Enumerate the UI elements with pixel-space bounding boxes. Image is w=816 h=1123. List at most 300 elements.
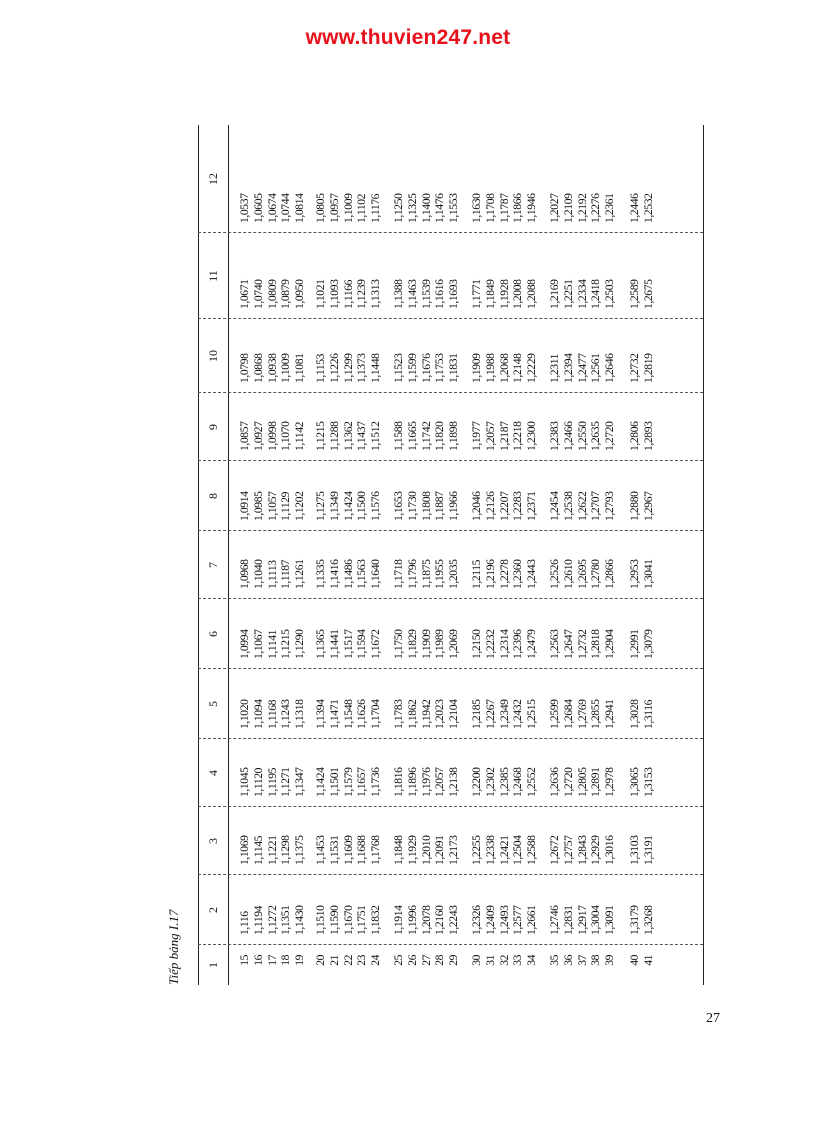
table-cell: 1,3268 [641, 905, 655, 935]
table-cell: 1,1657 [355, 767, 369, 797]
table-group-column [314, 836, 383, 865]
table-group-column [238, 906, 307, 935]
table-cell: 1,1486 [341, 559, 355, 589]
table-group-column [628, 768, 656, 797]
table-group-column [238, 955, 307, 977]
table-group-column [314, 492, 383, 521]
row-label: 28 [433, 955, 447, 966]
table-cell: 1,2746 [548, 905, 561, 935]
table-cell: 1,2023 [433, 699, 447, 729]
table-group-column [470, 422, 539, 451]
table-group-column [548, 560, 617, 589]
table-cell: 1,1553 [447, 193, 461, 223]
table-group-column [628, 280, 656, 309]
row-label: 15 [238, 955, 251, 966]
table-cell: 1,1531 [327, 835, 341, 865]
table-cell: 1,1708 [483, 193, 497, 223]
table-cell: 1,1375 [293, 835, 307, 865]
table-cell: 1,1365 [314, 629, 327, 659]
table-cell: 1,1168 [265, 699, 279, 729]
column-header: 7 [206, 562, 220, 568]
table-cell: 1,1129 [279, 491, 293, 521]
table-cell: 1,1832 [369, 905, 383, 935]
table-cell: 1,2818 [589, 629, 603, 659]
table-cell: 1,1120 [251, 767, 265, 797]
table-group-column [548, 906, 617, 935]
table-cell: 1,2314 [497, 629, 511, 659]
table-cell: 1,2610 [561, 559, 575, 589]
table-cell: 1,1829 [405, 629, 419, 659]
table-cell: 1,1250 [392, 193, 405, 223]
table-cell: 1,3065 [628, 767, 641, 797]
table-group-column [238, 280, 307, 309]
table-cell: 1,2929 [589, 835, 603, 865]
table-cell: 1,2904 [603, 629, 617, 659]
table-cell: 1,1453 [314, 835, 327, 865]
column-header: 12 [206, 173, 220, 185]
table-group-column [628, 492, 656, 521]
row-label: 39 [603, 955, 617, 966]
table-cell: 1,1448 [369, 353, 383, 383]
table-cell: 1,1299 [341, 353, 355, 383]
table-cell: 1,2409 [483, 905, 497, 935]
table-cell: 1,1517 [341, 629, 355, 659]
column-separator [198, 668, 703, 669]
table-cell: 1,1430 [293, 905, 307, 935]
table-cell: 1,2563 [548, 629, 561, 659]
table-cell: 1,0744 [279, 193, 293, 223]
table-group-column [548, 955, 617, 977]
table-cell: 1,1202 [293, 491, 307, 521]
table-cell: 1,1750 [392, 629, 405, 659]
table-cell: 1,1394 [314, 699, 327, 729]
table-cell: 1,1057 [265, 491, 279, 521]
table-cell: 1,1424 [341, 491, 355, 521]
table-group-column [392, 422, 461, 451]
table-cell: 1,0985 [251, 491, 265, 521]
table-group-column [470, 906, 539, 935]
table-cell: 1,1887 [433, 491, 447, 521]
table-cell: 1,2173 [447, 835, 461, 865]
column-header: 2 [206, 907, 220, 913]
column-separator [198, 530, 703, 531]
table-cell: 1,1653 [392, 491, 405, 521]
table-group-column [392, 560, 461, 589]
table-cell: 1,2695 [575, 559, 589, 589]
table-group-column [392, 354, 461, 383]
table-cell: 1,2109 [561, 193, 575, 223]
table-group-column [628, 194, 656, 223]
table-cell: 1,2684 [561, 699, 575, 729]
table-cell: 1,2326 [470, 905, 483, 935]
table-cell: 1,0671 [238, 279, 251, 309]
table-cell: 1,0957 [327, 193, 341, 223]
table-cell: 1,1875 [419, 559, 433, 589]
table-cell: 1,2278 [497, 559, 511, 589]
table-cell: 1,2383 [548, 421, 561, 451]
table-cell: 1,1501 [327, 767, 341, 797]
row-label: 40 [628, 955, 641, 966]
table-cell: 1,1576 [369, 491, 383, 521]
table-cell: 1,0605 [251, 193, 265, 223]
table-cell: 1,1616 [433, 279, 447, 309]
table-cell: 1,3091 [603, 905, 617, 935]
row-label: 36 [561, 955, 575, 966]
table-cell: 1,0968 [238, 559, 251, 589]
table-cell: 1,1021 [314, 279, 327, 309]
table-group-column [392, 492, 461, 521]
row-label: 24 [369, 955, 383, 966]
table-caption: Tiếp bảng I.17 [166, 909, 181, 985]
table-cell: 1,2008 [511, 279, 525, 309]
table-cell: 1,2396 [511, 629, 525, 659]
table-cell: 1,1009 [279, 353, 293, 383]
table-cell: 1,1768 [369, 835, 383, 865]
table-group-column [628, 836, 656, 865]
table-group-column [392, 700, 461, 729]
table-cell: 1,1599 [405, 353, 419, 383]
column-separator [198, 598, 703, 599]
table-group-column [470, 955, 539, 977]
table-cell: 1,2394 [561, 353, 575, 383]
column-separator [198, 318, 703, 319]
table-cell: 1,1288 [327, 421, 341, 451]
table-cell: 1,1067 [251, 629, 265, 659]
table-cell: 1,2707 [589, 491, 603, 521]
table-group-column [548, 492, 617, 521]
table-cell: 1,1579 [341, 767, 355, 797]
table-cell: 1,3004 [589, 905, 603, 935]
table-group-column [548, 700, 617, 729]
row-label: 30 [470, 955, 483, 966]
table-cell: 1,0914 [238, 491, 251, 521]
table-cell: 1,1539 [419, 279, 433, 309]
table-cell: 1,1512 [369, 421, 383, 451]
table-cell: 1,1626 [355, 699, 369, 729]
table-cell: 1,2267 [483, 699, 497, 729]
table-group-column [548, 280, 617, 309]
table-cell: 1,1955 [433, 559, 447, 589]
table-group-column [314, 422, 383, 451]
table-cell: 1,0950 [293, 279, 307, 309]
table-cell: 1,1718 [392, 559, 405, 589]
table-cell: 1,2831 [561, 905, 575, 935]
table-cell: 1,1848 [392, 835, 405, 865]
table-cell: 1,2675 [641, 279, 655, 309]
table-group-column [392, 194, 461, 223]
column-header: 4 [206, 770, 220, 776]
table-cell: 1,1909 [470, 353, 483, 383]
table-cell: 1,0927 [251, 421, 265, 451]
row-label: 27 [419, 955, 433, 966]
table-cell: 1,2552 [525, 767, 539, 797]
table-cell: 1,2229 [525, 353, 539, 383]
table-cell: 1,1325 [405, 193, 419, 223]
table-cell: 1,1787 [497, 193, 511, 223]
table-cell: 1,2010 [419, 835, 433, 865]
table-cell: 1,2169 [548, 279, 561, 309]
table-cell: 1,2880 [628, 491, 641, 521]
table-cell: 1,2302 [483, 767, 497, 797]
table-cell: 1,1272 [265, 905, 279, 935]
table-cell: 1,1176 [369, 193, 383, 223]
table-cell: 1,1388 [392, 279, 405, 309]
table-cell: 1,1742 [419, 421, 433, 451]
table-cell: 1,2232 [483, 629, 497, 659]
table-cell: 1,1704 [369, 699, 383, 729]
table-cell: 1,1215 [279, 629, 293, 659]
table-cell: 1,1909 [419, 629, 433, 659]
table-cell: 1,1820 [433, 421, 447, 451]
table-cell: 1,2647 [561, 629, 575, 659]
table-group-column [548, 630, 617, 659]
table-cell: 1,1081 [293, 353, 307, 383]
table-cell: 1,1226 [327, 353, 341, 383]
table-cell: 1,2185 [470, 699, 483, 729]
table-cell: 1,1730 [405, 491, 419, 521]
table-cell: 1,2477 [575, 353, 589, 383]
table-cell: 1,2243 [447, 905, 461, 935]
table-cell: 1,2300 [525, 421, 539, 451]
table-cell: 1,1290 [293, 629, 307, 659]
table-cell: 1,1996 [405, 905, 419, 935]
table-cell: 1,2361 [603, 193, 617, 223]
row-label: 25 [392, 955, 405, 966]
table-group-column [548, 354, 617, 383]
table-cell: 1,1590 [327, 905, 341, 935]
table-cell: 1,3016 [603, 835, 617, 865]
table-cell: 1,1141 [265, 629, 279, 659]
table-group-column [314, 354, 383, 383]
table-cell: 1,2200 [470, 767, 483, 797]
table-cell: 1,1463 [405, 279, 419, 309]
table-cell: 1,2360 [511, 559, 525, 589]
table-group-column [314, 768, 383, 797]
table-cell: 1,2251 [561, 279, 575, 309]
table-cell: 1,2732 [575, 629, 589, 659]
table-cell: 1,2311 [548, 353, 561, 383]
row-label: 31 [483, 955, 497, 966]
table-cell: 1,3116 [641, 699, 655, 729]
table-cell: 1,2276 [589, 193, 603, 223]
table-cell: 1,2635 [589, 421, 603, 451]
table-cell: 1,2027 [548, 193, 561, 223]
table-cell: 1,1676 [419, 353, 433, 383]
table-cell: 1,2443 [525, 559, 539, 589]
table-cell: 1,1275 [314, 491, 327, 521]
table-group-column [314, 630, 383, 659]
table-cell: 1,2780 [589, 559, 603, 589]
table-group-column [628, 560, 656, 589]
table-group-column [392, 906, 461, 935]
table-cell: 1,1441 [327, 629, 341, 659]
table-group-column [628, 630, 656, 659]
table-cell: 1,2283 [511, 491, 525, 521]
table-cell: 1,2978 [603, 767, 617, 797]
table-cell: 1,1194 [251, 905, 265, 935]
table-group-column [470, 280, 539, 309]
table-cell: 1,0857 [238, 421, 251, 451]
table-cell: 1,2503 [603, 279, 617, 309]
column-header: 1 [206, 962, 220, 968]
table-cell: 1,116 [238, 911, 251, 935]
table-group-column [470, 492, 539, 521]
table-cell: 1,1928 [497, 279, 511, 309]
table-cell: 1,2385 [497, 767, 511, 797]
table-cell: 1,1102 [355, 193, 369, 223]
row-label: 23 [355, 955, 369, 966]
table-cell: 1,1548 [341, 699, 355, 729]
table-group-column [470, 354, 539, 383]
table-cell: 1,2493 [497, 905, 511, 935]
table-cell: 1,2720 [561, 767, 575, 797]
table-cell: 1,1020 [238, 699, 251, 729]
table-cell: 1,2806 [628, 421, 641, 451]
table-cell: 1,2468 [511, 767, 525, 797]
table-cell: 1,2421 [497, 835, 511, 865]
table-cell: 1,1966 [447, 491, 461, 521]
table-cell: 1,2446 [628, 193, 641, 223]
table-cell: 1,2057 [433, 767, 447, 797]
table-cell: 1,3153 [641, 767, 655, 797]
table-cell: 1,2466 [561, 421, 575, 451]
table-group-column [314, 700, 383, 729]
table-cell: 1,1142 [293, 421, 307, 451]
table-cell: 1,1771 [470, 279, 483, 309]
table-cell: 1,1221 [265, 835, 279, 865]
table-cell: 1,2550 [575, 421, 589, 451]
table-cell: 1,1094 [251, 699, 265, 729]
table-cell: 1,1145 [251, 835, 265, 865]
table-cell: 1,2187 [497, 421, 511, 451]
table-cell: 1,1672 [369, 629, 383, 659]
table-cell: 1,1318 [293, 699, 307, 729]
column-header: 11 [206, 270, 220, 282]
column-separator [198, 806, 703, 807]
table-cell: 1,3191 [641, 835, 655, 865]
table-cell: 1,3179 [628, 905, 641, 935]
table-cell: 1,0879 [279, 279, 293, 309]
row-label: 17 [265, 955, 279, 966]
table-cell: 1,1563 [355, 559, 369, 589]
column-separator [198, 874, 703, 875]
table-cell: 1,1751 [355, 905, 369, 935]
table-cell: 1,1424 [314, 767, 327, 797]
table-cell: 1,2078 [419, 905, 433, 935]
table-cell: 1,1069 [238, 835, 251, 865]
table-group-column [470, 768, 539, 797]
table-cell: 1,1640 [369, 559, 383, 589]
table-cell: 1,2577 [511, 905, 525, 935]
table-group-column [628, 955, 656, 977]
table-cell: 1,1093 [327, 279, 341, 309]
table-cell: 1,2035 [447, 559, 461, 589]
table-group-column [392, 836, 461, 865]
table-cell: 1,1942 [419, 699, 433, 729]
column-header: 3 [206, 838, 220, 844]
row-label: 26 [405, 955, 419, 966]
table-header-rule [228, 125, 229, 985]
table-top-rule [198, 125, 199, 985]
row-label: 18 [279, 955, 293, 966]
table-cell: 1,2046 [470, 491, 483, 521]
row-label: 16 [251, 955, 265, 966]
table-cell: 1,2334 [575, 279, 589, 309]
table-cell: 1,1261 [293, 559, 307, 589]
table-cell: 1,2057 [483, 421, 497, 451]
table-cell: 1,1693 [447, 279, 461, 309]
table-cell: 1,2819 [641, 353, 655, 383]
table-cell: 1,2338 [483, 835, 497, 865]
table-cell: 1,1896 [405, 767, 419, 797]
table-cell: 1,1187 [279, 559, 293, 589]
table-group-column [470, 700, 539, 729]
table-cell: 1,2967 [641, 491, 655, 521]
table-group-column [392, 955, 461, 977]
table-group-column [238, 492, 307, 521]
table-cell: 1,1783 [392, 699, 405, 729]
table-cell: 1,2432 [511, 699, 525, 729]
table-cell: 1,1523 [392, 353, 405, 383]
table-cell: 1,2255 [470, 835, 483, 865]
table-cell: 1,1471 [327, 699, 341, 729]
table-cell: 1,1362 [341, 421, 355, 451]
row-label: 21 [327, 955, 341, 966]
column-separator [198, 460, 703, 461]
table-cell: 1,3079 [641, 629, 655, 659]
table-group-column [238, 560, 307, 589]
table-cell: 1,2192 [575, 193, 589, 223]
column-separator [198, 392, 703, 393]
table-cell: 1,2672 [548, 835, 561, 865]
table-cell: 1,2793 [603, 491, 617, 521]
table-cell: 1,1153 [314, 353, 327, 383]
column-header: 10 [206, 350, 220, 362]
table-cell: 1,1914 [392, 905, 405, 935]
row-label: 33 [511, 955, 525, 966]
table-group-column [238, 194, 307, 223]
table-group-column [314, 280, 383, 309]
table-cell: 1,2805 [575, 767, 589, 797]
table-cell: 1,0938 [265, 353, 279, 383]
table-cell: 1,1400 [419, 193, 433, 223]
column-separator [198, 738, 703, 739]
table-cell: 1,2953 [628, 559, 641, 589]
table-group-column [548, 836, 617, 865]
table-cell: 1,0798 [238, 353, 251, 383]
table-cell: 1,2636 [548, 767, 561, 797]
table-cell: 1,1831 [447, 353, 461, 383]
site-link[interactable]: www.thuvien247.net [305, 26, 511, 49]
table-cell: 1,2538 [561, 491, 575, 521]
column-header: 5 [206, 701, 220, 707]
table-cell: 1,1736 [369, 767, 383, 797]
table-cell: 1,2991 [628, 629, 641, 659]
table-cell: 1,2720 [603, 421, 617, 451]
table-group-column [238, 768, 307, 797]
table-group-column [392, 630, 461, 659]
table-cell: 1,1243 [279, 699, 293, 729]
table-cell: 1,2561 [589, 353, 603, 383]
table-cell: 1,2588 [525, 835, 539, 865]
table-group-column [238, 630, 307, 659]
table-cell: 1,2732 [628, 353, 641, 383]
table-cell: 1,2454 [548, 491, 561, 521]
table-cell: 1,1476 [433, 193, 447, 223]
rotated-table-block [166, 125, 686, 985]
table-cell: 1,2091 [433, 835, 447, 865]
table-cell: 1,2599 [548, 699, 561, 729]
